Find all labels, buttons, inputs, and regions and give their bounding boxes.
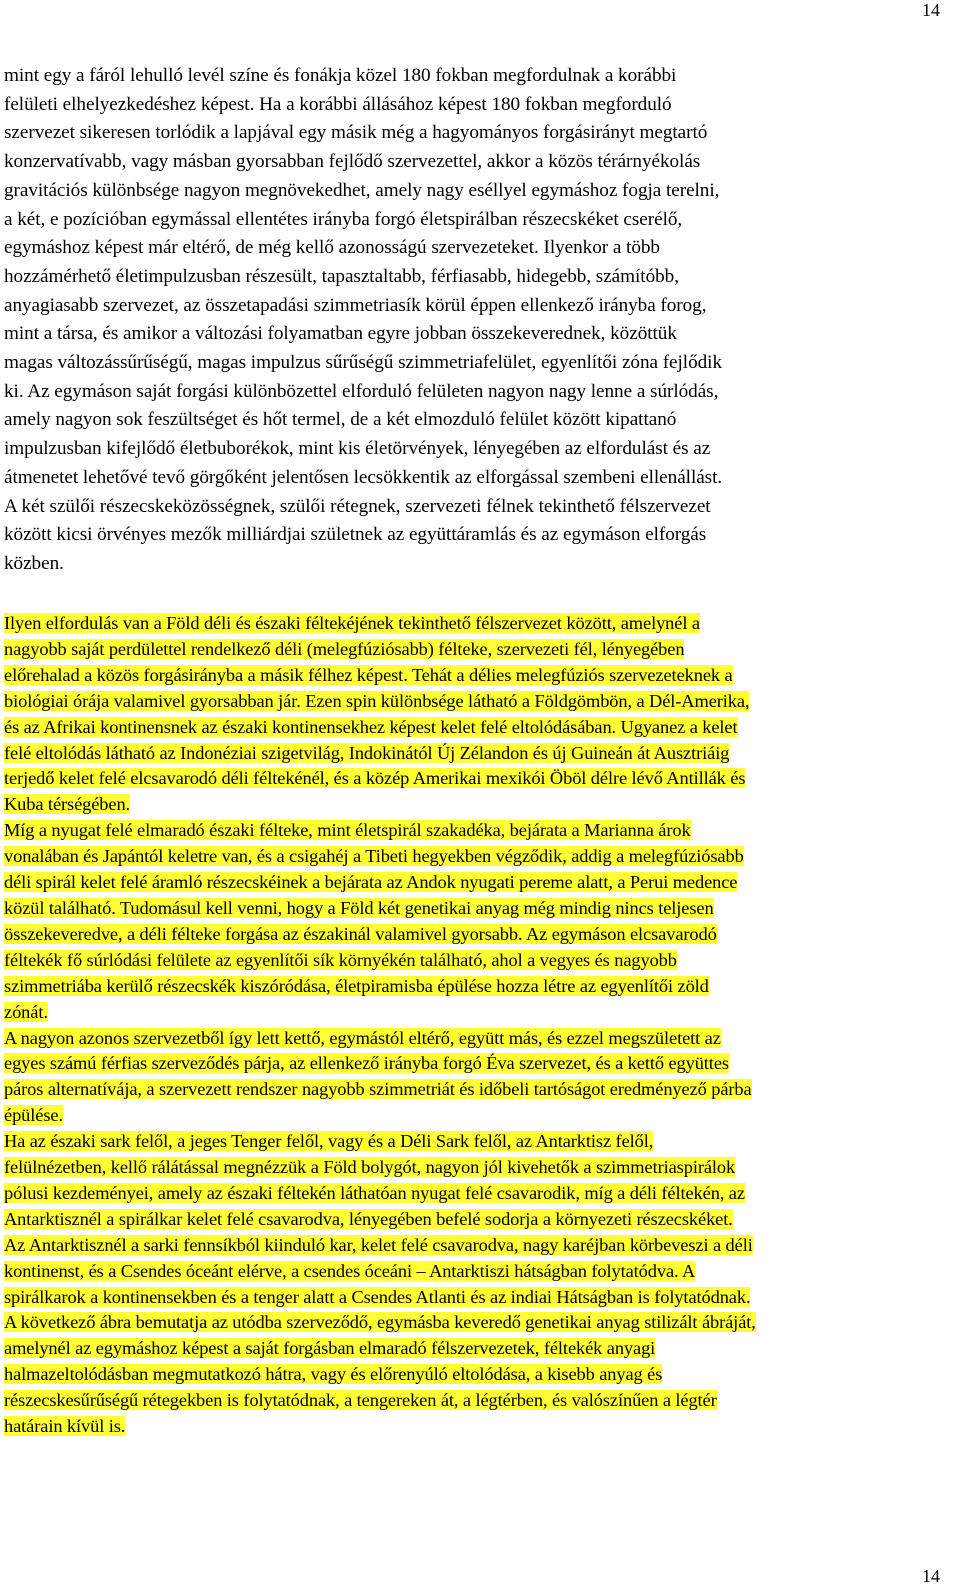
- text-line: gravitációs különbsége nagyon megnövekedhet, amely nagy eséllyel egymáshoz fogja terelni,: [4, 179, 720, 201]
- text-line: impulzusban kifejlődő életbuborékok, mint kis életörvények, lényegében az elfordulást és az: [4, 438, 711, 460]
- highlighted-text: pólusi kezdeményei, amely az északi féltekén láthatóan nyugat felé csavarodik, míg a déli féltekén, az: [4, 1182, 745, 1203]
- text-line: szervezet sikeresen torlódik a lapjával egy másik még a hagyományos forgásirányt megtartó: [4, 122, 708, 144]
- highlighted-line: [4, 974, 954, 1000]
- text-line: anyagiasabb szervezet, az összetapadási szimmetriasík körül éppen ellenkező irányba forog,: [4, 294, 707, 316]
- highlighted-text: részecskesűrűségű rétegekben is folytatódnak, a tengereken át, a légtérben, és valószínűen a légtér: [4, 1390, 717, 1411]
- page-number-bottom: 14: [922, 1566, 940, 1586]
- text-line: mint a társa, és amikor a változási folyamatban egyre jobban összekeverednek, közöttük: [4, 323, 677, 345]
- highlighted-line: [4, 1310, 954, 1336]
- highlighted-line: [4, 741, 954, 767]
- text-line: a két, e pozícióban egymással ellentétes irányba forgó életspirálban részecskéket cserélő,: [4, 208, 683, 230]
- highlighted-text: biológiai órája valamivel gyorsabban jár. Ezen spin különbsége látható a Földgömbön, a Dél-Amerika,: [4, 690, 750, 711]
- text-line: közben.: [4, 552, 64, 574]
- highlighted-line: [4, 1129, 954, 1155]
- text-line: mint egy a fáról lehulló levél színe és fonákja közel 180 fokban megfordulnak a korábbi: [4, 65, 677, 86]
- highlighted-text: páros alternatívája, a szervezett rendszer nagyobb szimmetriát és időbeli tartóságot eredményező párba: [4, 1079, 752, 1100]
- highlighted-line: [4, 1155, 954, 1181]
- highlighted-line: [4, 1103, 954, 1129]
- highlighted-line: [4, 1051, 954, 1077]
- highlighted-text: Az Antarktisznél a sarki fennsíkból kiinduló kar, kelet felé csavarodva, nagy karéjban körbeveszi a déli: [4, 1234, 753, 1255]
- highlighted-line: [4, 896, 954, 922]
- highlighted-text: egyes számú férfias szerveződés párja, az ellenkező irányba forgó Éva szervezet, és a kettő együttes: [4, 1053, 729, 1074]
- highlighted-line: [4, 637, 954, 663]
- highlighted-line: [4, 766, 954, 792]
- highlighted-line: [4, 1285, 954, 1311]
- highlighted-line: [4, 689, 954, 715]
- highlighted-text: Ilyen elfordulás van a Föld déli és északi féltekéjének tekinthető félszervezet között, amelynél a: [4, 613, 700, 633]
- highlighted-text: halmazeltolódásban megmutatkozó hátra, vagy és előrenyúló eltolódása, a kisebb anyag és: [4, 1364, 663, 1385]
- highlighted-text: zónát.: [4, 1001, 48, 1022]
- text-line: konzervatívabb, vagy másban gyorsabban fejlődő szervezettel, akkor a közös térárnyékolás: [4, 151, 701, 173]
- text-line: amely nagyon sok feszültséget és hőt termel, de a két elmozduló felület között kipattanó: [4, 409, 677, 431]
- highlighted-line: [4, 1388, 954, 1414]
- page-number-top: 14: [922, 0, 940, 20]
- highlighted-line: [4, 792, 954, 818]
- highlighted-line: [4, 922, 954, 948]
- highlighted-line: [4, 1181, 954, 1207]
- highlighted-line: [4, 1336, 954, 1362]
- highlighted-line: [4, 1077, 954, 1103]
- highlighted-text: felülnézetben, kellő rálátással megnézzük a Föld bolygót, nagyon jól kivehetők a szimmetriaspirálok: [4, 1157, 736, 1178]
- highlighted-line: [4, 1207, 954, 1233]
- highlighted-text: vonalában és Japántól keletre van, és a csigahéj a Tibeti hegyekben végződik, addig a melegfúziósabb: [4, 846, 744, 867]
- highlighted-line: [4, 1259, 954, 1285]
- text-line: hozzámérhető életimpulzusban részesült, tapasztaltabb, férfiasabb, hidegebb, számítóbb,: [4, 265, 679, 287]
- highlighted-line: [4, 1362, 954, 1388]
- highlighted-text: spirálkarok a kontinensekben és a tenger alatt a Csendes Atlanti és az indiai Hátságban is folytatódnak.: [4, 1286, 751, 1307]
- highlighted-line: [4, 715, 954, 741]
- highlighted-text: épülése.: [4, 1105, 63, 1126]
- highlighted-text: Ha az északi sark felől, a jeges Tenger felől, vagy és a Déli Sark felől, az Antarktisz felől,: [4, 1131, 654, 1152]
- highlighted-text: Kuba térségében.: [4, 794, 131, 815]
- highlighted-line: [4, 1026, 954, 1052]
- highlighted-line: [4, 1233, 954, 1259]
- highlighted-text: előrehalad a közös forgásirányba a másik félhez képest. Tehát a délies melegfúziós szervezeteknek a: [4, 664, 733, 685]
- highlighted-text: amelynél az egymáshoz képest a saját forgásban elmaradó félszervezetek, féltekék anyagi: [4, 1338, 656, 1359]
- highlighted-text: és az Afrikai kontinensnek az északi kontinensekhez képest kelet felé eltolódásában. Ugyanez a kelet: [4, 716, 738, 737]
- highlighted-line: [4, 611, 954, 637]
- highlighted-line: [4, 818, 954, 844]
- highlighted-text: felé eltolódás látható az Indonéziai szigetvilág, Indokinától Új Zélandon és új Guineán át Ausztriáig: [4, 742, 730, 763]
- highlighted-text: terjedő kelet felé elcsavarodó déli féltekénél, és a közép Amerikai mexikói Öböl délre lévő Antillák és: [4, 768, 746, 789]
- highlighted-line: [4, 948, 954, 974]
- body-text-plain: [4, 62, 954, 579]
- body-text-highlighted: [4, 611, 954, 1440]
- highlighted-text: déli spirál kelet felé áramló részecskéinek a bejárata az Andok nyugati pereme alatt, a Perui medence: [4, 872, 738, 893]
- highlighted-text: féltekék fő súrlódási felülete az egyenlítői sík környékén található, ahol a vegyes és nagyobb: [4, 949, 677, 970]
- highlighted-text: Antarktisznél a spirálkar kelet felé csavarodva, lényegében befelé sodorja a környezeti részecskéket.: [4, 1208, 733, 1229]
- highlighted-line: [4, 1000, 954, 1026]
- highlighted-text: szimmetriába kerülő részecskék kiszóródása, életpiramisba épülése hozza létre az egyenlítői zöld: [4, 975, 709, 996]
- text-line: ki. Az egymáson saját forgási különbözettel elforduló felületen nagyon nagy lenne a súrlódás,: [4, 380, 719, 402]
- text-line: átmenetet lehetővé tevő görgőként jelentősen lecsökkentik az elforgással szembeni ellenállást.: [4, 466, 723, 488]
- highlighted-text: összekeveredve, a déli félteke forgása az északinál valamivel gyorsabb. Az egymáson elcsavarodó: [4, 923, 717, 944]
- highlighted-text: nagyobb saját perdülettel rendelkező déli (melegfúziósabb) félteke, szervezeti fél, lényegében: [4, 638, 685, 659]
- text-line: magas változássűrűségű, magas impulzus sűrűségű szimmetriafelület, egyenlítői zóna fejlődik: [4, 352, 722, 374]
- highlighted-text: A következő ábra bemutatja az utódba szerveződő, egymásba keveredő genetikai anyag stilizált ábráját,: [4, 1312, 756, 1333]
- highlighted-text: határain kívül is.: [4, 1416, 126, 1437]
- highlighted-line: [4, 1414, 954, 1440]
- text-line: A két szülői részecskeközösségnek, szülői rétegnek, szervezeti félnek tekinthető félszervezet: [4, 495, 711, 517]
- text-line: egymáshoz képest már eltérő, de még kellő azonosságú szervezeteket. Ilyenkor a több: [4, 237, 660, 259]
- highlighted-text: A nagyon azonos szervezetből így lett kettő, egymástól eltérő, együtt más, és ezzel megszületett az: [4, 1027, 721, 1048]
- highlighted-line: [4, 844, 954, 870]
- text-line: felületi elhelyezkedéshez képest. Ha a korábbi állásához képest 180 fokban megforduló: [4, 93, 672, 115]
- highlighted-line: [4, 663, 954, 689]
- highlighted-text: kontinenst, és a Csendes óceánt elérve, a csendes óceáni – Antarktiszi hátságban folytatódva. A: [4, 1260, 696, 1281]
- highlighted-text: közül található. Tudomásul kell venni, hogy a Föld két genetikai anyag még mindig nincs teljesen: [4, 897, 714, 918]
- highlighted-line: [4, 870, 954, 896]
- highlighted-text: Míg a nyugat felé elmaradó északi félteke, mint életspirál szakadéka, bejárata a Marianna árok: [4, 820, 691, 841]
- text-line: között kicsi örvényes mezők milliárdjai születnek az együttáramlás és az egymáson elforgás: [4, 524, 707, 546]
